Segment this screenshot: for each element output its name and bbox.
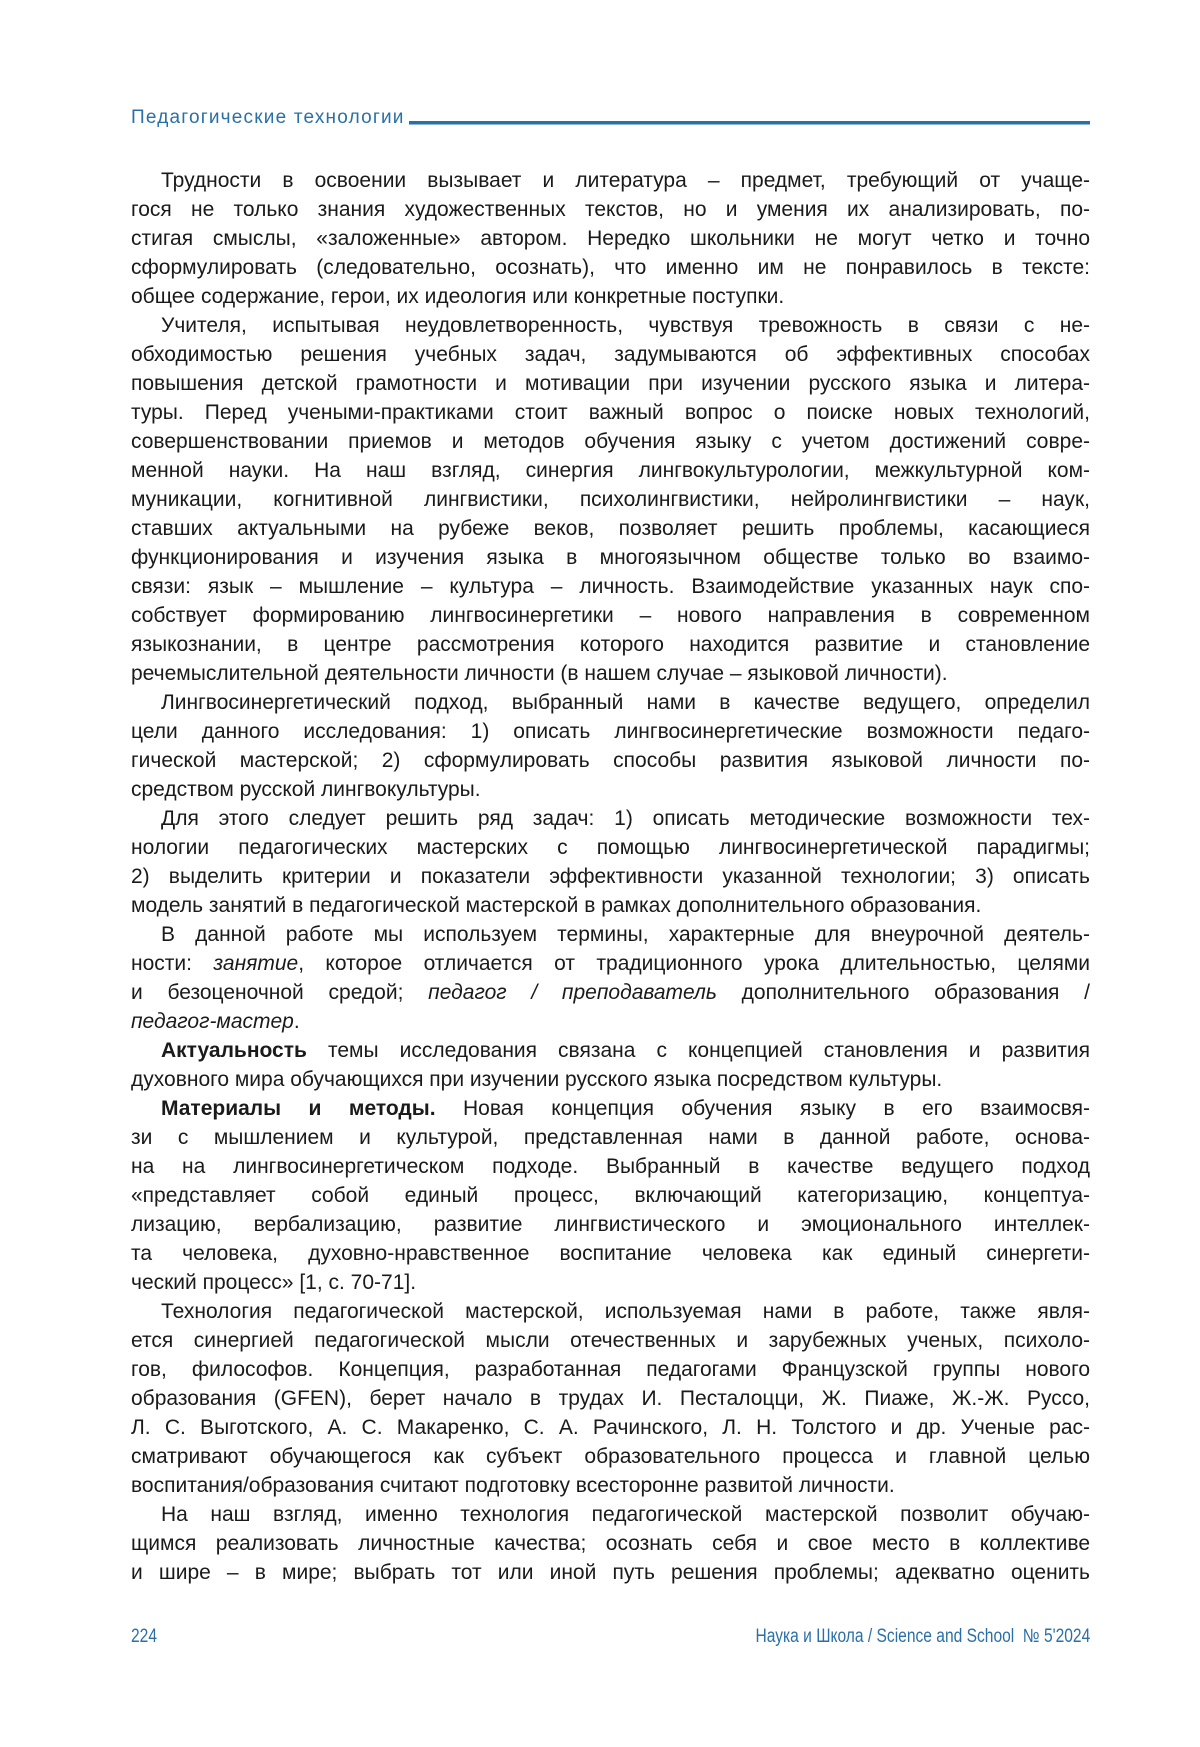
text-line: и шире – в мире; выбрать тот или иной путь решения проблемы; адекватно оценить — [131, 1558, 1090, 1587]
text-line: ческий процесс» [1, с. 70-71]. — [131, 1268, 1090, 1297]
text-line: модель занятий в педагогической мастерской в рамках дополнительного образования. — [131, 891, 1090, 920]
text-line: лизацию, вербализацию, развитие лингвистического и эмоционального интеллек- — [131, 1210, 1090, 1239]
text-line: Л. С. Выготского, А. С. Макаренко, С. А. Рачинского, Л. Н. Толстого и др. Ученые рас- — [131, 1413, 1090, 1442]
text-line — [131, 1007, 1090, 1036]
text-line — [131, 1036, 1090, 1065]
text-run: ности: — [131, 952, 213, 975]
italic-term: занятие — [213, 952, 298, 975]
text-run: темы исследования связана с концепцией становления и развития — [307, 1039, 1090, 1062]
text-line: Для этого следует решить ряд задач: 1) описать методические возможности тех- — [131, 804, 1090, 833]
paragraph — [131, 1036, 1090, 1094]
text-line: образования (GFEN), берет начало в трудах И. Песталоцци, Ж. Пиаже, Ж.-Ж. Руссо, — [131, 1384, 1090, 1413]
text-line: совершенствовании приемов и методов обучения языку с учетом достижений совре- — [131, 427, 1090, 456]
text-line: сформулировать (следовательно, осознать), что именно им не понравилось в тексте: — [131, 253, 1090, 282]
text-line: языкознании, в центре рассмотрения которого находится развитие и становление — [131, 630, 1090, 659]
text-line: средством русской лингвокультуры. — [131, 775, 1090, 804]
text-line: Технология педагогической мастерской, используемая нами в работе, также явля- — [131, 1297, 1090, 1326]
bold-run: Материалы и методы. — [161, 1097, 436, 1120]
text-line: гося не только знания художественных текстов, но и умения их анализировать, по- — [131, 195, 1090, 224]
paragraph — [131, 311, 1090, 688]
text-run: и безоценочной средой; — [131, 981, 428, 1004]
page-number: 224 — [131, 1626, 157, 1648]
text-line — [131, 1094, 1090, 1123]
section-title: Педагогические технологии — [131, 108, 405, 128]
text-line: На наш взгляд, именно технология педагогической мастерской позволит обучаю- — [131, 1500, 1090, 1529]
journal-issue: Наука и Школа / Science and School № 5'2024 — [755, 1626, 1090, 1648]
text-line: менной науки. На наш взгляд, синергия лингвокультурологии, межкультурной ком- — [131, 456, 1090, 485]
text-line: духовного мира обучающихся при изучении русского языка посредством культуры. — [131, 1065, 1090, 1094]
text-line: зи с мышлением и культурой, представленная нами в данной работе, основа- — [131, 1123, 1090, 1152]
paragraph — [131, 1297, 1090, 1500]
article-body — [131, 166, 1090, 1587]
text-line: ется синергией педагогической мысли отечественных и зарубежных ученых, психоло- — [131, 1326, 1090, 1355]
text-line: «представляет собой единый процесс, включающий категоризацию, концептуа- — [131, 1181, 1090, 1210]
paragraph — [131, 166, 1090, 311]
text-line — [131, 978, 1090, 1007]
text-line: гов, философов. Концепция, разработанная педагогами Французской группы нового — [131, 1355, 1090, 1384]
paragraph — [131, 688, 1090, 804]
text-line: сматривают обучающегося как субъект образовательного процесса и главной целью — [131, 1442, 1090, 1471]
text-line: ставших актуальными на рубеже веков, позволяет решить проблемы, касающиеся — [131, 514, 1090, 543]
paragraph — [131, 920, 1090, 1036]
text-line: на на лингвосинергетическом подходе. Выбранный в качестве ведущего подход — [131, 1152, 1090, 1181]
text-run: . — [294, 1010, 300, 1033]
text-line: гической мастерской; 2) сформулировать способы развития языковой личности по- — [131, 746, 1090, 775]
text-line: цели данного исследования: 1) описать лингвосинергетические возможности педаго- — [131, 717, 1090, 746]
text-line: нологии педагогических мастерских с помощью лингвосинергетической парадигмы; — [131, 833, 1090, 862]
paragraph — [131, 1094, 1090, 1297]
text-line: 2) выделить критерии и показатели эффективности указанной технологии; 3) описать — [131, 862, 1090, 891]
text-line: та человека, духовно-нравственное воспитание человека как единый синергети- — [131, 1239, 1090, 1268]
text-line: туры. Перед учеными-практиками стоит важный вопрос о поиске новых технологий, — [131, 398, 1090, 427]
text-line: связи: язык – мышление – культура – личность. Взаимодействие указанных наук спо- — [131, 572, 1090, 601]
text-line: В данной работе мы используем термины, характерные для внеурочной деятель- — [131, 920, 1090, 949]
text-line: щимся реализовать личностные качества; осознать себя и свое место в коллективе — [131, 1529, 1090, 1558]
text-line: муникации, когнитивной лингвистики, психолингвистики, нейролингвистики – наук, — [131, 485, 1090, 514]
paragraph — [131, 804, 1090, 920]
header-rule — [409, 121, 1090, 125]
italic-term: педагог / преподаватель — [428, 981, 717, 1004]
text-line: Учителя, испытывая неудовлетворенность, чувствуя тревожность в связи с не- — [131, 311, 1090, 340]
running-footer — [131, 1626, 1090, 1648]
text-line: речемыслительной деятельности личности (в нашем случае – языковой личности). — [131, 659, 1090, 688]
text-line: Лингвосинергетический подход, выбранный нами в качестве ведущего, определил — [131, 688, 1090, 717]
running-header — [131, 104, 1090, 128]
text-run: дополнительного образования / — [717, 981, 1090, 1004]
text-line: повышения детской грамотности и мотивации при изучении русского языка и литера- — [131, 369, 1090, 398]
text-line: обходимостью решения учебных задач, задумываются об эффективных способах — [131, 340, 1090, 369]
text-run: , которое отличается от традиционного урока длительностью, целями — [298, 952, 1090, 975]
text-line — [131, 949, 1090, 978]
bold-run: Актуальность — [161, 1039, 307, 1062]
text-line: собствует формированию лингвосинергетики – нового направления в современном — [131, 601, 1090, 630]
text-line: функционирования и изучения языка в многоязычном обществе только во взаимо- — [131, 543, 1090, 572]
italic-term: педагог-мастер — [131, 1010, 294, 1033]
paragraph — [131, 1500, 1090, 1587]
text-line: Трудности в освоении вызывает и литература – предмет, требующий от учаще- — [131, 166, 1090, 195]
text-run: Новая концепция обучения языку в его взаимосвя- — [436, 1097, 1090, 1120]
text-line: стигая смыслы, «заложенные» автором. Нередко школьники не могут четко и точно — [131, 224, 1090, 253]
text-line: общее содержание, герои, их идеология или конкретные поступки. — [131, 282, 1090, 311]
text-line: воспитания/образования считают подготовку всесторонне развитой личности. — [131, 1471, 1090, 1500]
